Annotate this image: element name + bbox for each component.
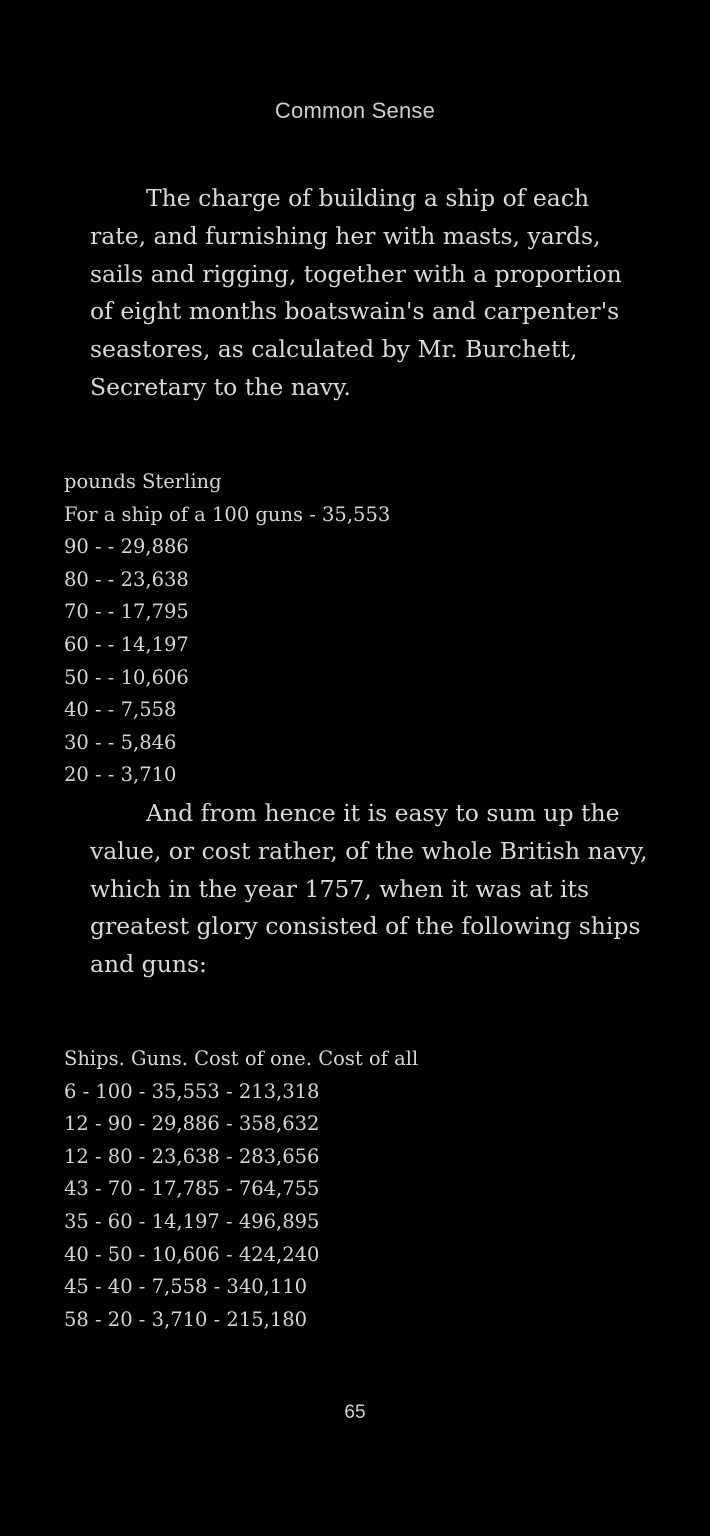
list-item: 6 - 100 - 35,553 - 213,318 xyxy=(64,1079,320,1103)
list-item: 58 - 20 - 3,710 - 215,180 xyxy=(64,1307,308,1331)
list-item: 45 - 40 - 7,558 - 340,110 xyxy=(64,1275,308,1299)
list-item: 30 - - 5,846 xyxy=(64,730,177,754)
book-title-header: Common Sense xyxy=(274,98,436,123)
list-item: 60 - - 14,197 xyxy=(64,632,189,656)
list-item: Ships. Guns. Cost of one. Cost of all xyxy=(64,1047,419,1070)
list-item: 70 - - 17,795 xyxy=(64,600,189,624)
ship-rate-cost-list xyxy=(64,466,664,792)
list-item: 43 - 70 - 17,785 - 764,755 xyxy=(64,1177,320,1201)
page-number: 65 xyxy=(344,1402,366,1423)
list-item: pounds Sterling xyxy=(64,470,222,493)
list-item: 40 - 50 - 10,606 - 424,240 xyxy=(64,1242,320,1266)
list-item: 20 - - 3,710 xyxy=(64,763,177,787)
list-item: 40 - - 7,558 xyxy=(64,698,177,722)
list-item: 12 - 80 - 23,638 - 283,656 xyxy=(64,1144,320,1168)
list-item: For a ship of a 100 guns - 35,553 xyxy=(64,502,391,526)
body-paragraph-2: And from hence it is easy to sum up the value, or cost rather, of the whole British navy, which in the year 1757, when it was at its greatest glory consisted of the following ships and guns: xyxy=(90,799,648,979)
list-item: 50 - - 10,606 xyxy=(64,665,189,689)
list-item: 90 - - 29,886 xyxy=(64,535,189,559)
list-item: 35 - 60 - 14,197 - 496,895 xyxy=(64,1209,320,1233)
list-item: 80 - - 23,638 xyxy=(64,567,189,591)
list-item: 12 - 90 - 29,886 - 358,632 xyxy=(64,1112,320,1136)
body-paragraph-1: The charge of building a ship of each rate, and furnishing her with masts, yards, sails and rigging, together with a proportion of eight months boatswain's and carpenter's seastores, as calculated by Mr. Burchett, Secretary to the navy. xyxy=(90,184,622,401)
navy-ships-cost-list xyxy=(64,1043,664,1336)
